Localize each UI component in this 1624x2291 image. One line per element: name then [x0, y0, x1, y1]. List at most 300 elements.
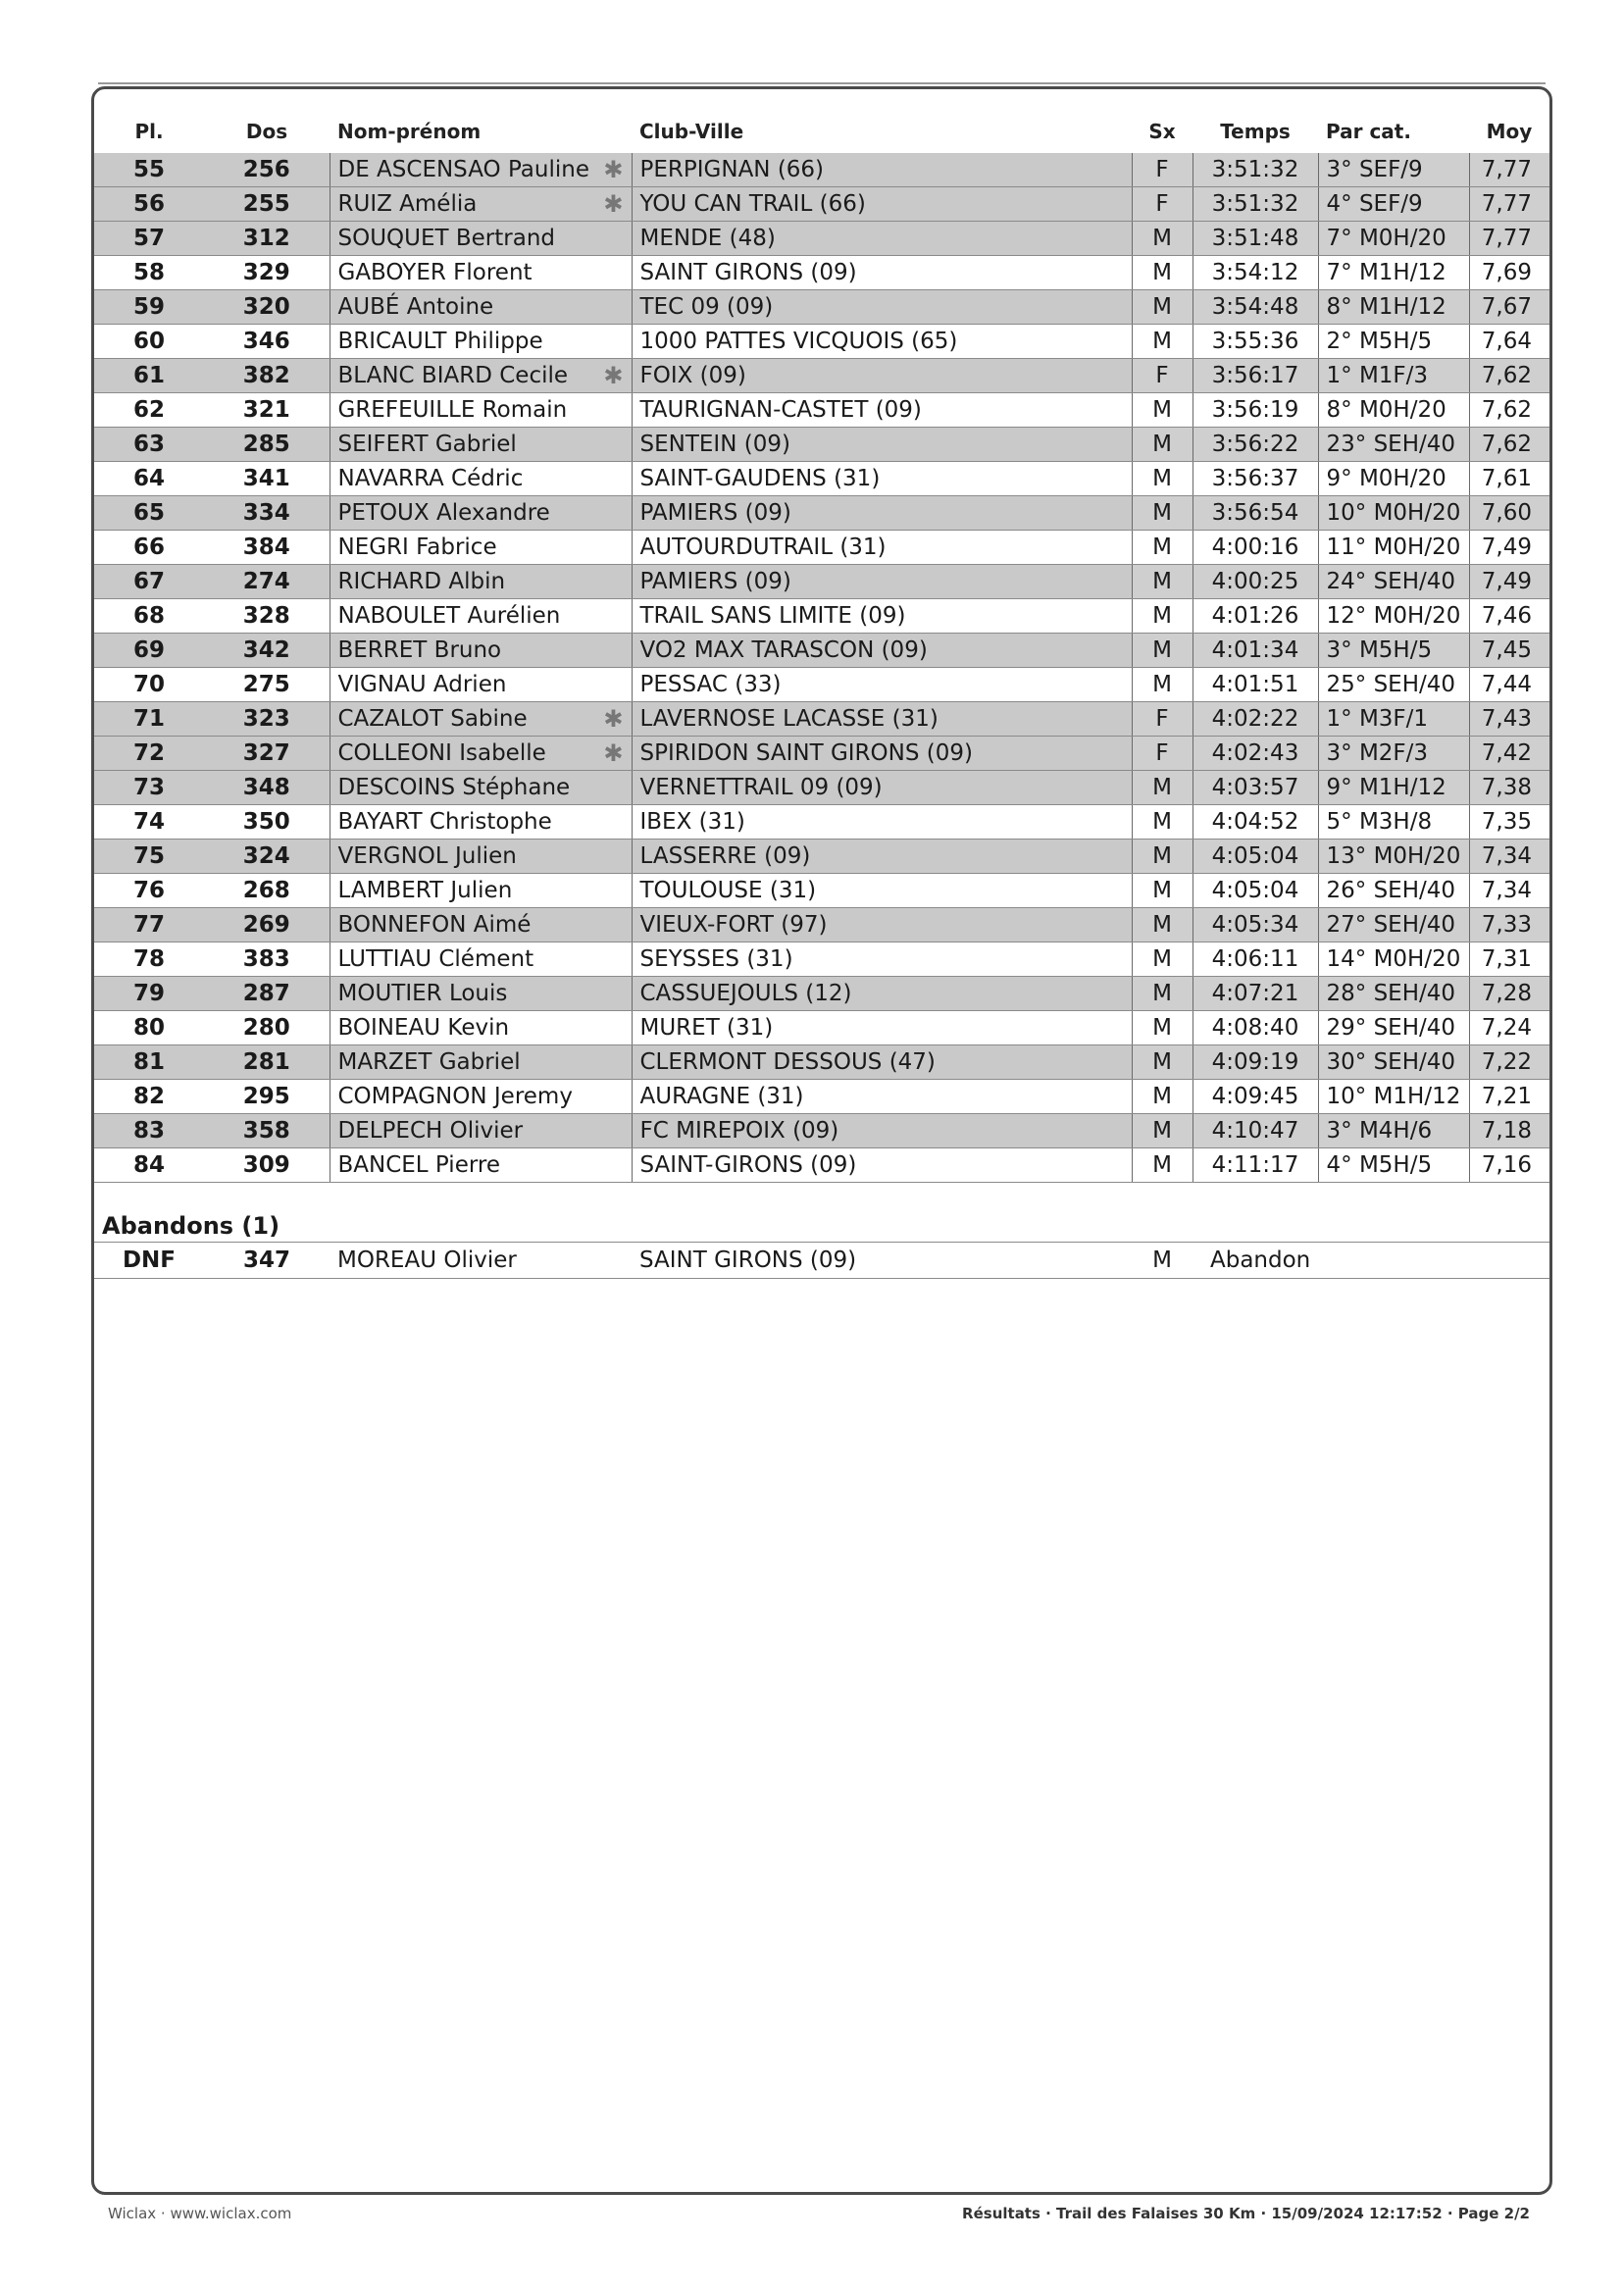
cell-place: [94, 634, 204, 668]
cell-sex: [1132, 874, 1193, 908]
cell-club-text: PAMIERS (09): [639, 500, 791, 526]
cell-name: [330, 908, 632, 942]
table-row: [94, 187, 1549, 222]
cell-category: [1318, 908, 1469, 942]
cell-sex: [1132, 290, 1193, 325]
cell-club: [632, 565, 1132, 599]
cell-time-text: 4:01:34: [1211, 637, 1299, 663]
cell-name-text: COMPAGNON Jeremy: [337, 1084, 573, 1109]
header-moy: Moy: [1486, 120, 1533, 143]
cell-sex: [1132, 428, 1193, 462]
cell-average: [1469, 942, 1549, 977]
cell-name: [330, 1011, 632, 1045]
cell-place: [94, 1080, 204, 1114]
cell-place: [94, 428, 204, 462]
cell-name: [330, 325, 632, 359]
cell-category-text: 30° SEH/40: [1326, 1049, 1456, 1075]
cell-club-text: YOU CAN TRAIL (66): [639, 191, 866, 217]
cell-time-text: 4:09:19: [1211, 1049, 1299, 1075]
header-club: Club-Ville: [639, 120, 744, 143]
cell-sex-text: M: [1152, 843, 1172, 869]
cell-average: [1469, 805, 1549, 840]
cell-sex: [1132, 531, 1193, 565]
cell-time-text: 4:07:21: [1211, 981, 1299, 1006]
cell-time-text: 4:09:45: [1211, 1084, 1299, 1109]
cell-average-text: 7,46: [1481, 603, 1532, 629]
cell-bib: [204, 325, 330, 359]
cell-club: [632, 805, 1132, 840]
abandon-status: Abandon: [1193, 1243, 1549, 1279]
cell-average-text: 7,60: [1481, 500, 1532, 526]
cell-category: [1318, 531, 1469, 565]
cell-bib-text: 269: [242, 912, 290, 938]
cell-category: [1318, 222, 1469, 256]
table-row: [94, 805, 1549, 840]
cell-average-text: 7,49: [1481, 569, 1532, 594]
cell-time: [1193, 1114, 1318, 1148]
cell-club: [632, 771, 1132, 805]
abandons-table: [94, 1242, 1549, 1279]
cell-club-text: SAINT GIRONS (09): [639, 260, 857, 285]
cell-sex-text: F: [1155, 363, 1169, 388]
cell-place-text: 61: [132, 363, 165, 388]
cell-name-text: RICHARD Albin: [337, 569, 506, 594]
cell-category-text: 23° SEH/40: [1326, 432, 1456, 457]
cell-category: [1318, 805, 1469, 840]
cell-time: [1193, 942, 1318, 977]
cell-sex: [1132, 737, 1193, 771]
cell-time: [1193, 325, 1318, 359]
cell-name: [330, 359, 632, 393]
cell-average-text: 7,77: [1481, 191, 1532, 217]
cell-bib: [204, 771, 330, 805]
cell-name-text: PETOUX Alexandre: [337, 500, 550, 526]
cell-bib-text: 348: [242, 775, 290, 800]
cell-average: [1469, 599, 1549, 634]
cell-category-text: 12° M0H/20: [1326, 603, 1461, 629]
cell-category: [1318, 599, 1469, 634]
cell-category: [1318, 977, 1469, 1011]
cell-time: [1193, 393, 1318, 428]
cell-time-text: 3:54:12: [1211, 260, 1299, 285]
abandon-dos: 347: [204, 1243, 330, 1279]
cell-sex: [1132, 1011, 1193, 1045]
cell-bib: [204, 428, 330, 462]
cell-category: [1318, 428, 1469, 462]
cell-sex-text: M: [1152, 603, 1172, 629]
cell-place-text: 74: [132, 809, 165, 835]
cell-time: [1193, 153, 1318, 187]
cell-sex: [1132, 1045, 1193, 1080]
cell-average-text: 7,34: [1481, 843, 1532, 869]
header-pl: Pl.: [134, 120, 164, 143]
table-row: [94, 1148, 1549, 1183]
cell-club: [632, 462, 1132, 496]
cell-name-text: NAVARRA Cédric: [337, 466, 524, 491]
cell-place: [94, 290, 204, 325]
cell-average-text: 7,16: [1481, 1152, 1532, 1178]
cell-sex: [1132, 462, 1193, 496]
cell-category: [1318, 668, 1469, 702]
header-dos: Dos: [245, 120, 288, 143]
cell-place: [94, 325, 204, 359]
cell-club: [632, 874, 1132, 908]
cell-average: [1469, 393, 1549, 428]
cell-sex-text: M: [1152, 432, 1172, 457]
cell-name: [330, 1114, 632, 1148]
cell-average: [1469, 668, 1549, 702]
cell-time-text: 4:00:25: [1211, 569, 1299, 594]
cell-bib: [204, 942, 330, 977]
cell-time: [1193, 496, 1318, 531]
cell-category-text: 14° M0H/20: [1326, 946, 1461, 972]
cell-sex: [1132, 565, 1193, 599]
cell-name: [330, 290, 632, 325]
cell-club-text: TOULOUSE (31): [639, 878, 817, 903]
cell-time: [1193, 222, 1318, 256]
cell-category-text: 11° M0H/20: [1326, 535, 1461, 560]
cell-category: [1318, 1045, 1469, 1080]
cell-club-text: SEYSSES (31): [639, 946, 793, 972]
cell-bib-text: 383: [242, 946, 290, 972]
cell-name-text: RUIZ Amélia: [337, 191, 478, 217]
cell-category: [1318, 737, 1469, 771]
cell-category-text: 24° SEH/40: [1326, 569, 1456, 594]
cell-bib-text: 275: [242, 672, 290, 697]
cell-place: [94, 531, 204, 565]
cell-name-text: MARZET Gabriel: [337, 1049, 521, 1075]
table-row: [94, 462, 1549, 496]
abandons-title: Abandons (1): [102, 1212, 280, 1240]
cell-sex: [1132, 325, 1193, 359]
cell-time: [1193, 565, 1318, 599]
cell-club: [632, 428, 1132, 462]
cell-time: [1193, 908, 1318, 942]
cell-club: [632, 496, 1132, 531]
cell-sex-text: M: [1152, 466, 1172, 491]
cell-place: [94, 462, 204, 496]
cell-average: [1469, 462, 1549, 496]
cell-name: [330, 462, 632, 496]
cell-bib: [204, 805, 330, 840]
cell-club-text: FOIX (09): [639, 363, 746, 388]
cell-bib: [204, 222, 330, 256]
cell-place-text: 66: [132, 535, 165, 560]
cell-place-text: 77: [132, 912, 165, 938]
table-row: [94, 737, 1549, 771]
cell-sex: [1132, 805, 1193, 840]
cell-time: [1193, 702, 1318, 737]
cell-bib-text: 324: [242, 843, 290, 869]
results-table: [94, 110, 1549, 1183]
cell-club-text: AURAGNE (31): [639, 1084, 804, 1109]
cell-time: [1193, 1148, 1318, 1183]
cell-category-text: 2° M5H/5: [1326, 329, 1433, 354]
cell-average: [1469, 428, 1549, 462]
cell-average-text: 7,42: [1481, 740, 1532, 766]
table-row: [94, 1114, 1549, 1148]
cell-time-text: 3:51:32: [1211, 191, 1299, 217]
cell-name: [330, 737, 632, 771]
cell-average-text: 7,77: [1481, 226, 1532, 251]
cell-bib-text: 346: [242, 329, 290, 354]
cell-name-text: BRICAULT Philippe: [337, 329, 543, 354]
cell-category: [1318, 187, 1469, 222]
table-header-row: [94, 110, 1549, 153]
cell-club: [632, 942, 1132, 977]
cell-time: [1193, 359, 1318, 393]
cell-time-text: 4:11:17: [1211, 1152, 1299, 1178]
cell-place-text: 83: [132, 1118, 165, 1144]
cell-name-text: BAYART Christophe: [337, 809, 552, 835]
cell-sex-text: M: [1152, 1015, 1172, 1041]
cell-place-text: 55: [132, 157, 165, 182]
cell-category-text: 1° M3F/1: [1326, 706, 1429, 732]
cell-club-text: SAINT-GAUDENS (31): [639, 466, 881, 491]
table-row: [94, 428, 1549, 462]
cell-bib: [204, 599, 330, 634]
cell-bib: [204, 874, 330, 908]
table-row: [94, 325, 1549, 359]
cell-bib-text: 309: [242, 1152, 290, 1178]
cell-average-text: 7,43: [1481, 706, 1532, 732]
cell-club: [632, 531, 1132, 565]
cell-average: [1469, 1114, 1549, 1148]
header-cat: Par cat.: [1326, 120, 1411, 143]
table-row: [94, 599, 1549, 634]
cell-average-text: 7,64: [1481, 329, 1532, 354]
table-row: [94, 1011, 1549, 1045]
female-star-icon: ✱: [603, 190, 624, 218]
cell-average: [1469, 908, 1549, 942]
cell-name: [330, 771, 632, 805]
table-row: [94, 565, 1549, 599]
cell-bib: [204, 565, 330, 599]
abandon-name: MOREAU Olivier: [330, 1243, 632, 1279]
cell-club: [632, 1148, 1132, 1183]
cell-bib-text: 328: [242, 603, 290, 629]
cell-time-text: 3:51:48: [1211, 226, 1299, 251]
cell-club: [632, 222, 1132, 256]
cell-category: [1318, 565, 1469, 599]
cell-name: [330, 222, 632, 256]
cell-name-text: SOUQUET Bertrand: [337, 226, 555, 251]
cell-average-text: 7,49: [1481, 535, 1532, 560]
cell-club: [632, 325, 1132, 359]
cell-place: [94, 1148, 204, 1183]
cell-sex-text: F: [1155, 740, 1169, 766]
cell-category: [1318, 359, 1469, 393]
cell-club-text: SENTEIN (09): [639, 432, 790, 457]
cell-time: [1193, 1080, 1318, 1114]
cell-name: [330, 599, 632, 634]
cell-name-text: COLLEONI Isabelle: [337, 740, 546, 766]
cell-average: [1469, 977, 1549, 1011]
cell-time-text: 4:10:47: [1211, 1118, 1299, 1144]
cell-name: [330, 977, 632, 1011]
cell-place: [94, 771, 204, 805]
cell-sex: [1132, 634, 1193, 668]
cell-sex: [1132, 222, 1193, 256]
table-row: [94, 531, 1549, 565]
cell-average: [1469, 290, 1549, 325]
cell-name-text: BERRET Bruno: [337, 637, 502, 663]
cell-sex: [1132, 840, 1193, 874]
cell-category-text: 4° M5H/5: [1326, 1152, 1433, 1178]
cell-sex: [1132, 187, 1193, 222]
cell-name-text: DESCOINS Stéphane: [337, 775, 571, 800]
cell-average-text: 7,31: [1481, 946, 1532, 972]
cell-club: [632, 737, 1132, 771]
cell-time-text: 3:56:17: [1211, 363, 1299, 388]
cell-place-text: 73: [132, 775, 165, 800]
cell-bib-text: 285: [242, 432, 290, 457]
female-star-icon: ✱: [603, 362, 624, 389]
cell-club: [632, 393, 1132, 428]
cell-place: [94, 187, 204, 222]
cell-sex: [1132, 496, 1193, 531]
cell-sex-text: F: [1155, 157, 1169, 182]
cell-sex-text: M: [1152, 672, 1172, 697]
cell-sex-text: M: [1152, 535, 1172, 560]
cell-category: [1318, 325, 1469, 359]
cell-average-text: 7,21: [1481, 1084, 1532, 1109]
cell-club: [632, 977, 1132, 1011]
cell-average-text: 7,22: [1481, 1049, 1532, 1075]
cell-average: [1469, 359, 1549, 393]
cell-bib: [204, 908, 330, 942]
cell-bib-text: 358: [242, 1118, 290, 1144]
cell-sex: [1132, 1080, 1193, 1114]
cell-bib: [204, 187, 330, 222]
cell-club-text: LASSERRE (09): [639, 843, 811, 869]
cell-category: [1318, 771, 1469, 805]
cell-name-text: GABOYER Florent: [337, 260, 533, 285]
cell-place: [94, 256, 204, 290]
cell-place-text: 59: [132, 294, 165, 320]
cell-club-text: FC MIREPOIX (09): [639, 1118, 839, 1144]
cell-category: [1318, 393, 1469, 428]
cell-bib-text: 312: [242, 226, 290, 251]
cell-name-text: DELPECH Olivier: [337, 1118, 524, 1144]
cell-name: [330, 805, 632, 840]
cell-club: [632, 1011, 1132, 1045]
cell-category-text: 4° SEF/9: [1326, 191, 1423, 217]
cell-time-text: 4:05:04: [1211, 878, 1299, 903]
cell-place-text: 63: [132, 432, 165, 457]
cell-category: [1318, 942, 1469, 977]
cell-club-text: SAINT-GIRONS (09): [639, 1152, 857, 1178]
cell-category: [1318, 702, 1469, 737]
cell-club-text: AUTOURDUTRAIL (31): [639, 535, 887, 560]
cell-average: [1469, 737, 1549, 771]
cell-place: [94, 840, 204, 874]
cell-place-text: 72: [132, 740, 165, 766]
cell-name: [330, 1045, 632, 1080]
cell-bib-text: 342: [242, 637, 290, 663]
cell-place-text: 71: [132, 706, 165, 732]
table-row: [94, 668, 1549, 702]
header-temps: Temps: [1220, 120, 1291, 143]
cell-time: [1193, 187, 1318, 222]
cell-club-text: VERNETTRAIL 09 (09): [639, 775, 883, 800]
cell-sex: [1132, 599, 1193, 634]
cell-name: [330, 840, 632, 874]
cell-bib-text: 384: [242, 535, 290, 560]
abandon-row: [94, 1243, 1549, 1279]
cell-name: [330, 153, 632, 187]
cell-bib: [204, 737, 330, 771]
cell-name-text: AUBÉ Antoine: [337, 294, 494, 320]
cell-average: [1469, 222, 1549, 256]
cell-bib-text: 268: [242, 878, 290, 903]
cell-bib: [204, 531, 330, 565]
cell-place-text: 76: [132, 878, 165, 903]
cell-club: [632, 359, 1132, 393]
cell-place-text: 78: [132, 946, 165, 972]
cell-average-text: 7,35: [1481, 809, 1532, 835]
cell-category: [1318, 153, 1469, 187]
cell-time: [1193, 874, 1318, 908]
cell-time-text: 3:54:48: [1211, 294, 1299, 320]
cell-average: [1469, 187, 1549, 222]
cell-club: [632, 908, 1132, 942]
cell-time: [1193, 1045, 1318, 1080]
cell-club: [632, 1114, 1132, 1148]
cell-time: [1193, 805, 1318, 840]
cell-time-text: 4:04:52: [1211, 809, 1299, 835]
cell-time-text: 3:56:54: [1211, 500, 1299, 526]
cell-place-text: 65: [132, 500, 165, 526]
cell-average: [1469, 702, 1549, 737]
cell-time-text: 4:01:26: [1211, 603, 1299, 629]
cell-time-text: 4:05:34: [1211, 912, 1299, 938]
cell-time-text: 4:00:16: [1211, 535, 1299, 560]
cell-place: [94, 1114, 204, 1148]
cell-category: [1318, 1114, 1469, 1148]
cell-sex-text: F: [1155, 191, 1169, 217]
cell-average: [1469, 874, 1549, 908]
cell-club-text: PERPIGNAN (66): [639, 157, 825, 182]
cell-category-text: 3° M2F/3: [1326, 740, 1429, 766]
cell-sex: [1132, 977, 1193, 1011]
cell-average-text: 7,45: [1481, 637, 1532, 663]
cell-name-text: NABOULET Aurélien: [337, 603, 561, 629]
cell-bib-text: 320: [242, 294, 290, 320]
cell-category-text: 9° M0H/20: [1326, 466, 1446, 491]
cell-time: [1193, 771, 1318, 805]
cell-category: [1318, 634, 1469, 668]
cell-average-text: 7,33: [1481, 912, 1532, 938]
cell-place-text: 82: [132, 1084, 165, 1109]
cell-sex-text: M: [1152, 946, 1172, 972]
cell-sex-text: M: [1152, 329, 1172, 354]
cell-average: [1469, 325, 1549, 359]
cell-name-text: NEGRI Fabrice: [337, 535, 497, 560]
cell-name: [330, 428, 632, 462]
table-row: [94, 634, 1549, 668]
cell-bib-text: 350: [242, 809, 290, 835]
cell-bib-text: 274: [242, 569, 290, 594]
cell-place: [94, 496, 204, 531]
cell-category-text: 3° SEF/9: [1326, 157, 1423, 182]
cell-bib-text: 329: [242, 260, 290, 285]
cell-place-text: 69: [132, 637, 165, 663]
cell-name: [330, 187, 632, 222]
cell-bib-text: 334: [242, 500, 290, 526]
cell-category: [1318, 1148, 1469, 1183]
cell-name: [330, 393, 632, 428]
